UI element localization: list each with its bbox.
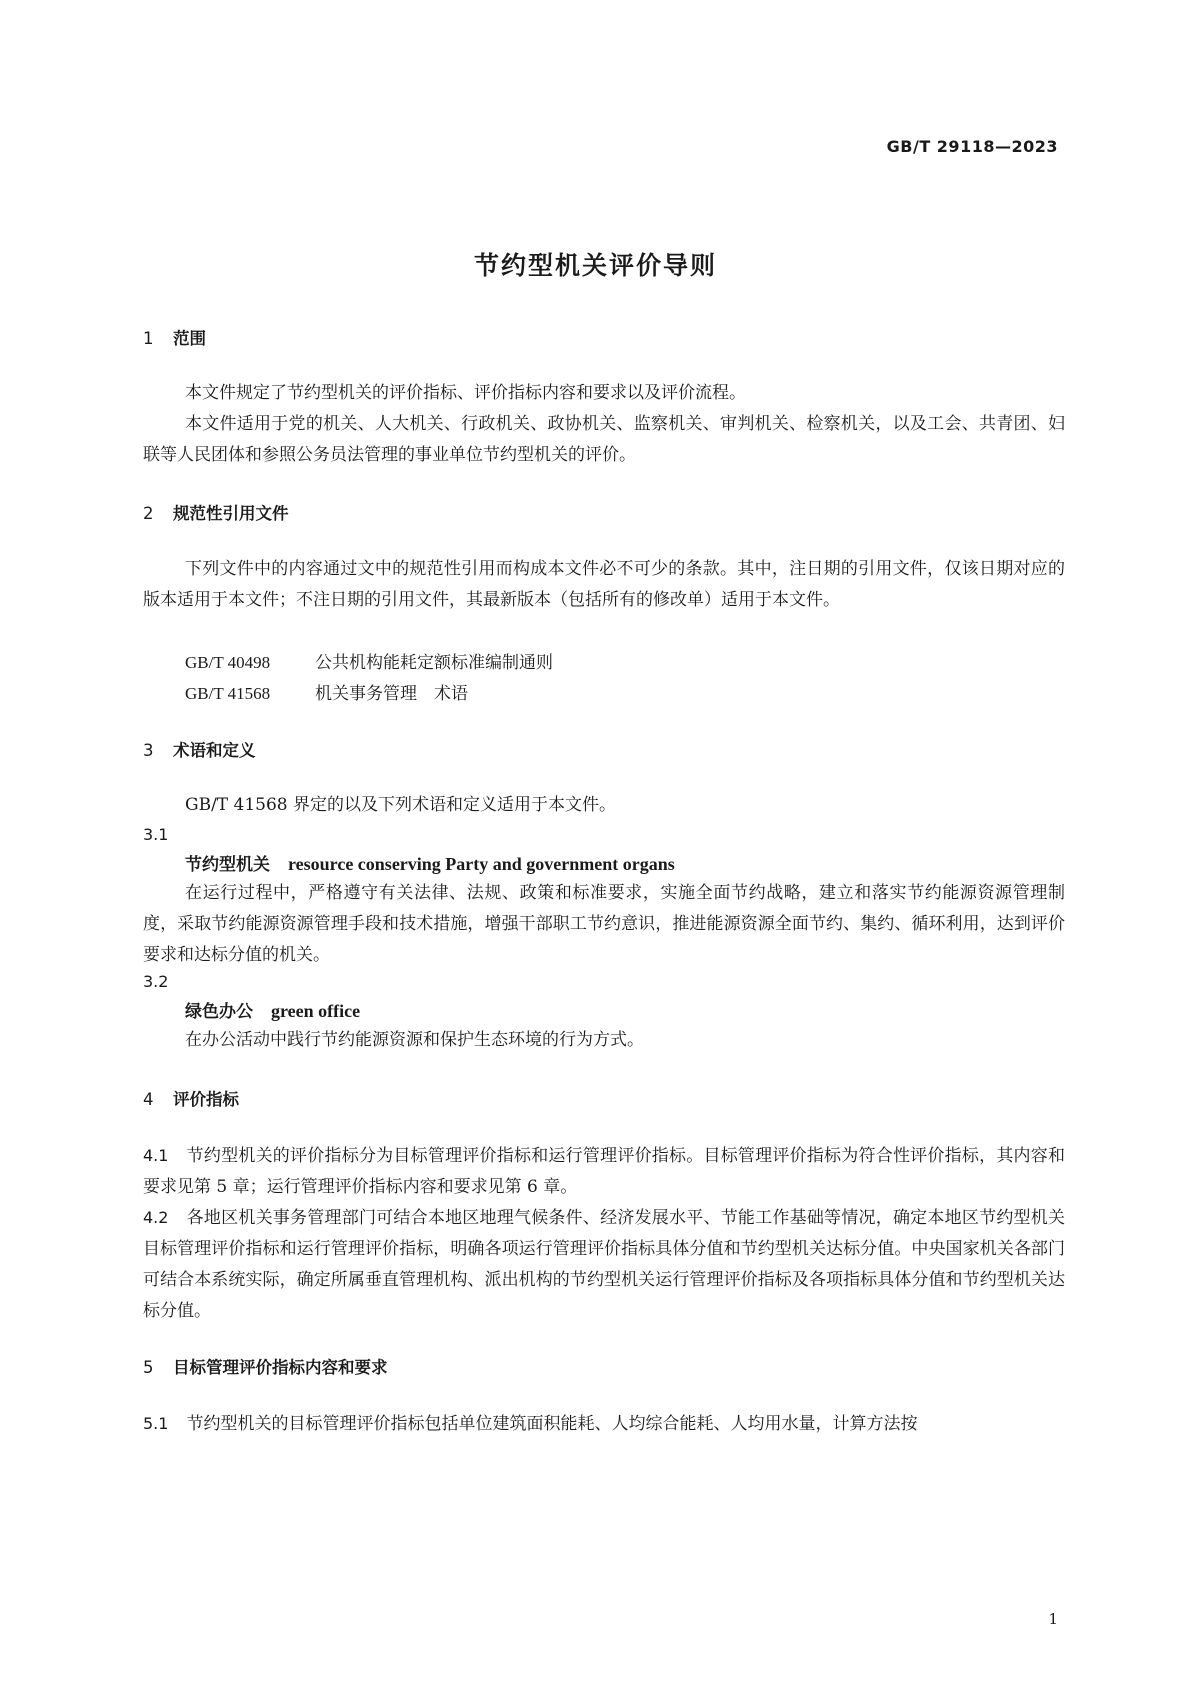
section-number: 2	[143, 504, 154, 523]
section-1-paragraph-1: 本文件规定了节约型机关的评价指标、评价指标内容和要求以及评价流程。	[185, 383, 746, 403]
section-2-heading	[143, 500, 1065, 524]
document-title: 节约型机关评价导则	[473, 251, 717, 280]
section-2-paragraph-1: 下列文件中的内容通过文中的规范性引用而构成本文件必不可少的条款。其中，注日期的引用文件，仅该日期对应的版本适用于本文件；不注日期的引用文件，其最新版本（包括所有的修改单）适用于本文件。	[143, 559, 1065, 610]
section-1-heading	[143, 325, 1065, 349]
term-number: 3.2	[143, 972, 169, 991]
clause-4-1	[143, 1140, 1065, 1203]
clause-text: 各地区机关事务管理部门可结合本地区地理气候条件、经济发展水平、节能工作基础等情况，确定本地区节约型机关目标管理评价指标和运行管理评价指标，明确各项运行管理评价指标具体分值和节约型机关达标分值。中央国家机关各部门可结合本系统实际，确定所属垂直管理机构、派出机构的节约型机关运行管理评价指标及各项指标具体分值和节约型机关达标分值。	[143, 1208, 1065, 1321]
clause-4-2	[143, 1202, 1065, 1327]
section-number: 4	[143, 1090, 154, 1109]
term-chinese: 节约型机关	[185, 855, 270, 875]
page-number: 1	[1048, 1610, 1058, 1628]
section-3-intro: GB/T 41568 界定的以及下列术语和定义适用于本文件。	[185, 795, 617, 815]
reference-code: GB/T 40498	[185, 653, 271, 672]
term-heading	[143, 996, 1107, 1028]
term-heading	[143, 849, 1107, 881]
reference-title: 机关事务管理 术语	[315, 684, 468, 704]
section-title: 规范性引用文件	[173, 504, 289, 523]
section-title: 评价指标	[173, 1090, 239, 1109]
section-number: 5	[143, 1358, 154, 1377]
term-chinese: 绿色办公	[185, 1002, 253, 1022]
section-title: 目标管理评价指标内容和要求	[173, 1358, 388, 1377]
clause-text: 节约型机关的评价指标分为目标管理评价指标和运行管理评价指标。目标管理评价指标为符合性评价指标，其内容和要求见第 5 章；运行管理评价指标内容和要求见第 6 章。	[143, 1146, 1065, 1197]
normative-reference	[143, 647, 1107, 679]
term-definition: 在办公活动中践行节约能源资源和保护生态环境的行为方式。	[185, 1030, 644, 1050]
normative-reference	[143, 678, 1107, 710]
section-3-heading	[143, 737, 1065, 761]
clause-number: 5.1	[143, 1414, 169, 1433]
reference-code: GB/T 41568	[185, 684, 271, 703]
reference-title: 公共机构能耗定额标准编制通则	[315, 653, 553, 673]
clause-number: 4.1	[143, 1146, 169, 1165]
clause-5-1	[143, 1408, 1065, 1440]
section-number: 3	[143, 741, 154, 760]
clause-text: 节约型机关的目标管理评价指标包括单位建筑面积能耗、人均综合能耗、人均用水量，计算方法按	[186, 1414, 918, 1434]
term-definition: 在运行过程中，严格遵守有关法律、法规、政策和标准要求，实施全面节约战略，建立和落实节约能源资源管理制度，采取节约能源资源管理手段和技术措施，增强干部职工节约意识，推进能源资源全面节约、集约、循环利用，达到评价要求和达标分值的机关。	[143, 883, 1065, 965]
section-5-heading	[143, 1354, 1065, 1378]
section-title: 术语和定义	[173, 741, 256, 760]
section-4-heading	[143, 1086, 1065, 1110]
section-1-paragraph-2: 本文件适用于党的机关、人大机关、行政机关、政协机关、监察机关、审判机关、检察机关，以及工会、共青团、妇联等人民团体和参照公务员法管理的事业单位节约型机关的评价。	[143, 414, 1065, 465]
standard-code: GB/T 29118—2023	[886, 137, 1058, 156]
section-number: 1	[143, 329, 154, 348]
term-english: resource conserving Party and government organs	[288, 854, 675, 874]
clause-number: 4.2	[143, 1208, 169, 1227]
section-title: 范围	[173, 329, 206, 348]
term-number: 3.1	[143, 825, 169, 844]
term-english: green office	[271, 1001, 361, 1021]
